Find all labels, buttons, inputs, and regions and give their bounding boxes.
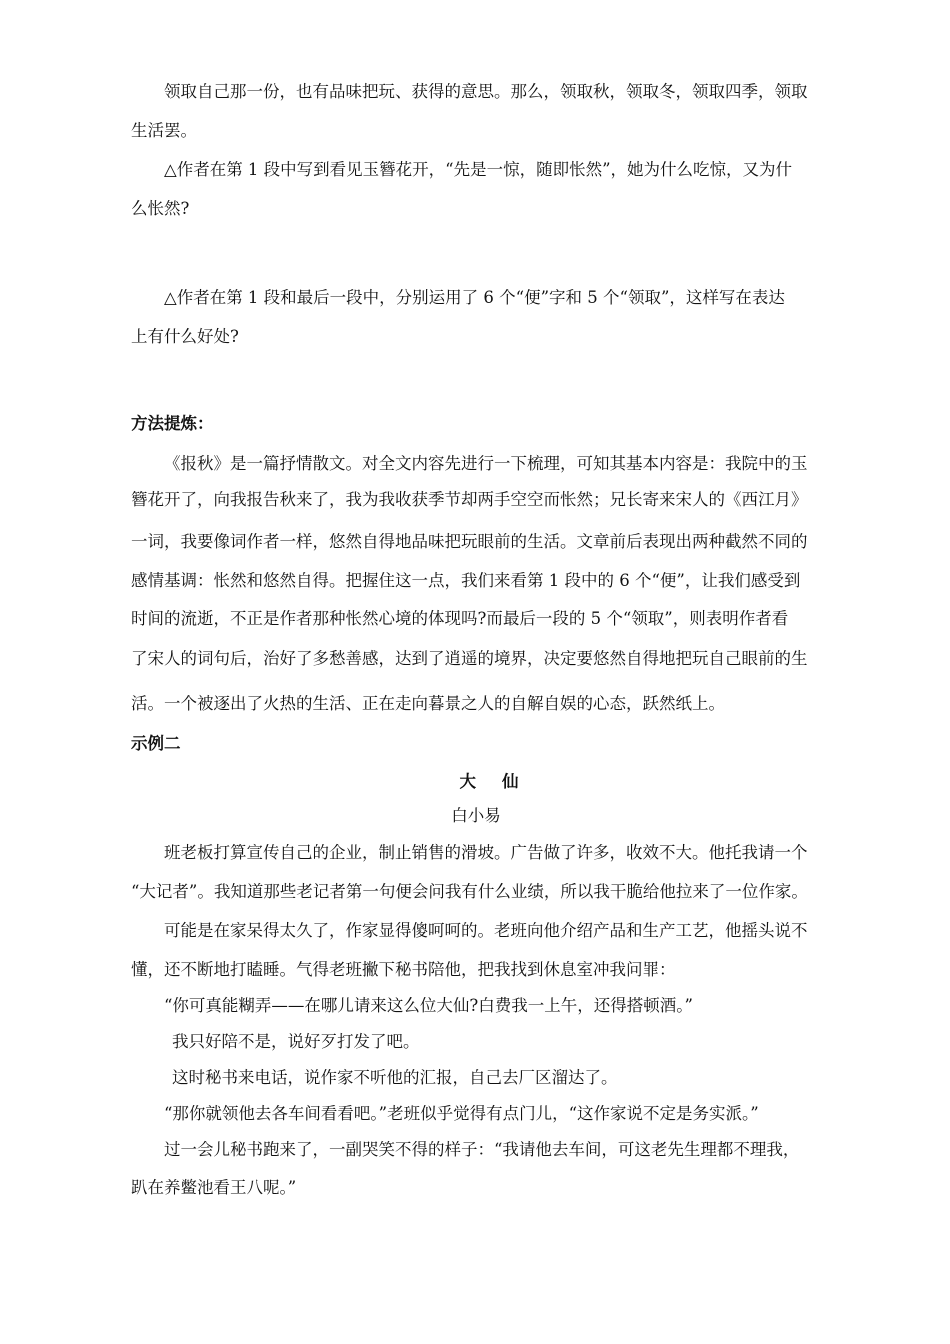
paragraph-line: 过一会儿秘书跑来了，一副哭笑不得的样子：“我请他去车间，可这老先生理都不理我， <box>164 1140 800 1159</box>
paragraph-line: 我只好陪不是，说好歹打发了吧。 <box>172 1032 420 1051</box>
paragraph-line: 《报秋》是一篇抒情散文。对全文内容先进行一下梳理，可知其基本内容是：我院中的玉 <box>164 454 808 473</box>
question-line: 么怅然? <box>131 199 190 218</box>
article-author: 白小易 <box>451 806 501 825</box>
paragraph-line: 簪花开了，向我报告秋来了，我为我收获季节却两手空空而怅然；兄长寄来宋人的《西江月》 <box>131 490 808 509</box>
dialogue-line: “你可真能糊弄——在哪儿请来这么位大仙?白费我一上午，还得搭顿酒。” <box>164 996 693 1015</box>
example-heading: 示例二 <box>131 734 181 753</box>
paragraph-line: 感情基调：怅然和悠然自得。把握住这一点，我们来看第 1 段中的 6 个“便”，让我们感受到 <box>131 571 801 590</box>
paragraph-line: 懂，还不断地打瞌睡。气得老班撇下秘书陪他，把我找到休息室冲我问罪： <box>131 960 676 979</box>
paragraph-line: 这时秘书来电话，说作家不听他的汇报，自己去厂区溜达了。 <box>172 1068 618 1087</box>
paragraph-line: 了宋人的词句后，治好了多愁善感，达到了逍遥的境界，决定要悠然自得地把玩自己眼前的生 <box>131 649 808 668</box>
paragraph-line: 一词，我要像词作者一样，悠然自得地品味把玩眼前的生活。文章前后表现出两种截然不同的 <box>131 532 808 551</box>
question-line: 上有什么好处? <box>131 327 239 346</box>
paragraph-line: 活。一个被逐出了火热的生活、正在走向暮景之人的自解自娱的心态，跃然纸上。 <box>131 694 725 713</box>
dialogue-line: “那你就领他去各车间看看吧。”老班似乎觉得有点门儿，“这作家说不定是务实派。” <box>164 1104 759 1123</box>
paragraph-line: 领取自己那一份，也有品味把玩、获得的意思。那么，领取秋，领取冬，领取四季，领取 <box>164 82 808 101</box>
section-heading: 方法提炼： <box>131 414 214 433</box>
question-line: △作者在第 1 段和最后一段中，分别运用了 6 个“便”字和 5 个“领取”，这样写在表达 <box>164 288 785 307</box>
article-title: 大仙 <box>459 772 545 791</box>
paragraph-line: 班老板打算宣传自己的企业，制止销售的滑坡。广告做了许多，收效不大。他托我请一个 <box>164 843 808 862</box>
paragraph-line: “大记者”。我知道那些老记者第一句便会问我有什么业绩，所以我干脆给他拉来了一位作家。 <box>131 882 808 901</box>
question-line: △作者在第 1 段中写到看见玉簪花开，“先是一惊，随即怅然”，她为什么吃惊，又为什 <box>164 160 793 179</box>
paragraph-line: 生活罢。 <box>131 121 197 140</box>
paragraph-line: 时间的流逝，不正是作者那种怅然心境的体现吗?而最后一段的 5 个“领取”，则表明作者看 <box>131 609 789 628</box>
paragraph-line: 可能是在家呆得太久了，作家显得傻呵呵的。老班向他介绍产品和生产工艺，他摇头说不 <box>164 921 808 940</box>
paragraph-line: 趴在养鳖池看王八呢。” <box>131 1178 297 1197</box>
